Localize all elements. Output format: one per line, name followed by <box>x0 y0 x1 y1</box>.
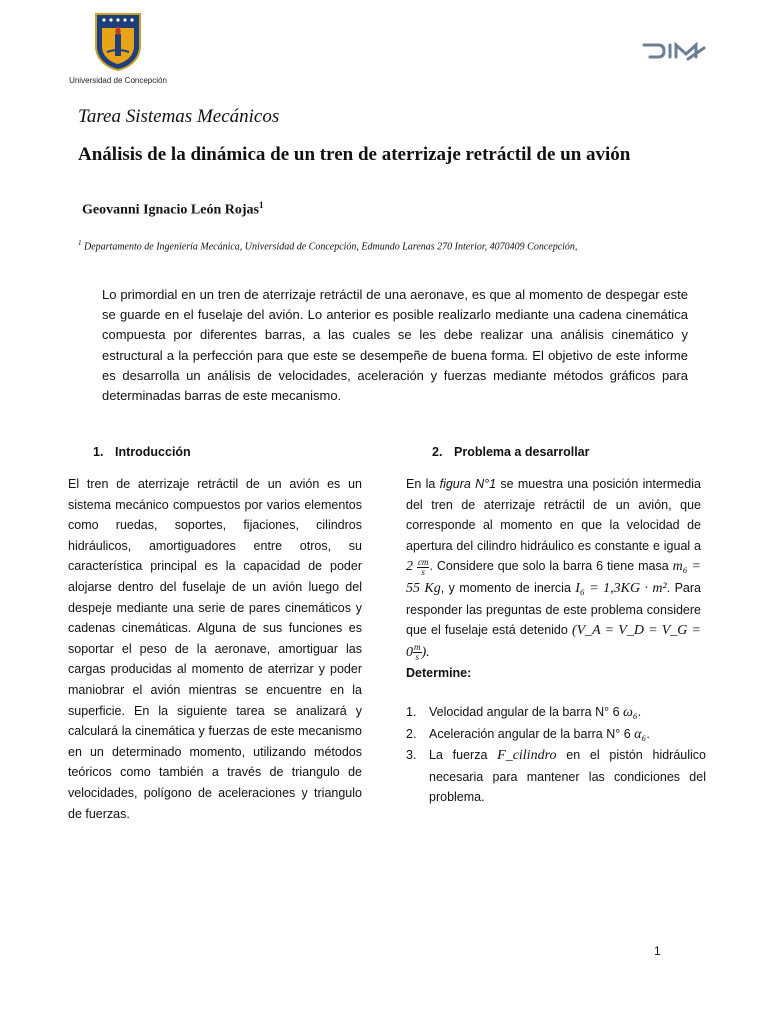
problem-paragraph <box>406 474 701 684</box>
list-item <box>406 745 706 808</box>
list-item-math: α₆ <box>634 726 647 742</box>
dim-logo-icon <box>642 40 706 62</box>
figure-reference: figura N°1 <box>439 477 497 491</box>
affiliation <box>78 239 577 252</box>
section-heading-intro <box>93 445 191 459</box>
fraction-denominator: s <box>415 651 419 662</box>
university-logo <box>60 10 176 90</box>
list-item-number: 2. <box>406 726 417 741</box>
paper-title: Análisis de la dinámica de un tren de aterrizaje retráctil de un avión <box>78 144 631 165</box>
author-name: Geovanni Ignacio León Rojas <box>82 202 259 218</box>
text-run: . Considere que solo la barra 6 tiene masa <box>429 559 673 574</box>
section-title: Introducción <box>115 445 191 459</box>
list-item-number: 3. <box>406 748 417 763</box>
affiliation-text: Departamento de Ingeniería Mecánica, Universidad de Concepción, Edmundo Larenas 270 Interior, 4070409 Concepción, <box>84 241 578 253</box>
mass-equation: m₆ = 55 Kg <box>406 559 701 596</box>
list-item-text: La fuerza <box>429 748 498 763</box>
text-run: , y momento de inercia <box>440 580 576 595</box>
list-item-number: 1. <box>406 705 417 719</box>
section-title: Problema a desarrollar <box>454 445 590 459</box>
condition-equation: (V_A = V_D = V_G = 0 <box>406 623 701 660</box>
abstract: Lo primordial en un tren de aterrizaje retráctil de una aeronave, es que al momento de despegar este se guarde en el fuselaje del avión. Lo anterior es posible realizarlo mediante una cadena cinemática compuesta por diferentes barras, a las cuales se les debe realizar una análisis cinemático y estructural a la perfección para que este se desempeñe de buena forma. El objetivo de este informe es desarrolla un análisis de velocidades, aceleración y fuerzas mediante métodos gráficos para determinadas barras de este mecanismo. <box>102 287 688 404</box>
fraction-numerator: cm <box>417 556 429 567</box>
text-run: . Para responder las preguntas de este problema considere que el fuselaje está detenido <box>406 580 701 638</box>
list-item-text: Velocidad angular de la barra N° 6 <box>429 705 624 719</box>
affiliation-mark: 1 <box>78 239 82 247</box>
intro-paragraph: El tren de aterrizaje retráctil de un avión es un sistema mecánico compuestos por varios elementos como ruedas, soportes, fijaciones, cilindros hidráulicos, amortiguadores entre otros, su característica principal es la capacidad de poder alojarse dentro del fuselaje de un avión luego del despeje mediante una serie de pares cinemáticos y cadenas cinemáticas. Alguna de sus funciones es soportar el peso de la aeronave, amortiguar las cargas producidas al momento de aterrizar y poder maniobrar el avión mientras se encuentre en la superficie. En la siguiente tarea se analizará y calculará la cinemática y fuerzas de este mecanismo en un determinado momento, utilizando métodos teóricos como también a través de triangulo de velocidades, polígono de aceleraciones y triangulo de fuerzas. <box>68 477 362 821</box>
section-number: 1. <box>93 445 104 459</box>
problem-question-list <box>406 702 706 808</box>
fraction-denominator: s <box>421 566 425 577</box>
condition-close: ). <box>421 644 430 660</box>
determine-label: Determine: <box>406 666 472 681</box>
inertia-equation: I₆ = 1,3KG · m² <box>575 580 667 596</box>
section-number: 2. <box>432 445 443 459</box>
condition-unit <box>413 643 422 662</box>
list-item <box>406 724 706 746</box>
list-item-end: . <box>646 726 650 741</box>
list-item-math: ω₆ <box>623 705 638 720</box>
list-item-math: F_cilindro <box>497 748 557 764</box>
university-caption: Universidad de Concepción <box>69 76 167 85</box>
list-item-text: Aceleración angular de la barra N° 6 <box>429 726 635 741</box>
section-heading-problem <box>432 445 589 459</box>
author-mark: 1 <box>258 200 264 210</box>
course-title: Tarea Sistemas Mecánicos <box>78 106 280 127</box>
author-line <box>82 200 263 219</box>
list-item <box>406 702 706 724</box>
velocity-unit <box>417 558 430 577</box>
velocity-value: 2 <box>406 559 413 575</box>
page-number: 1 <box>654 944 661 958</box>
university-shield-icon <box>94 12 142 72</box>
text-run: se muestra una posición intermedia del tren de aterrizaje retráctil de un avión, que corresponde al momento en que la velocidad de apertura del cilindro hidráulico es constante e igual a <box>406 477 701 553</box>
list-item-end: en el pistón hidráulico necesaria para mantener las condiciones del problema. <box>429 748 706 805</box>
text-run: En la <box>406 477 440 491</box>
list-item-end: . <box>637 705 642 719</box>
fraction-numerator: m <box>414 641 421 652</box>
